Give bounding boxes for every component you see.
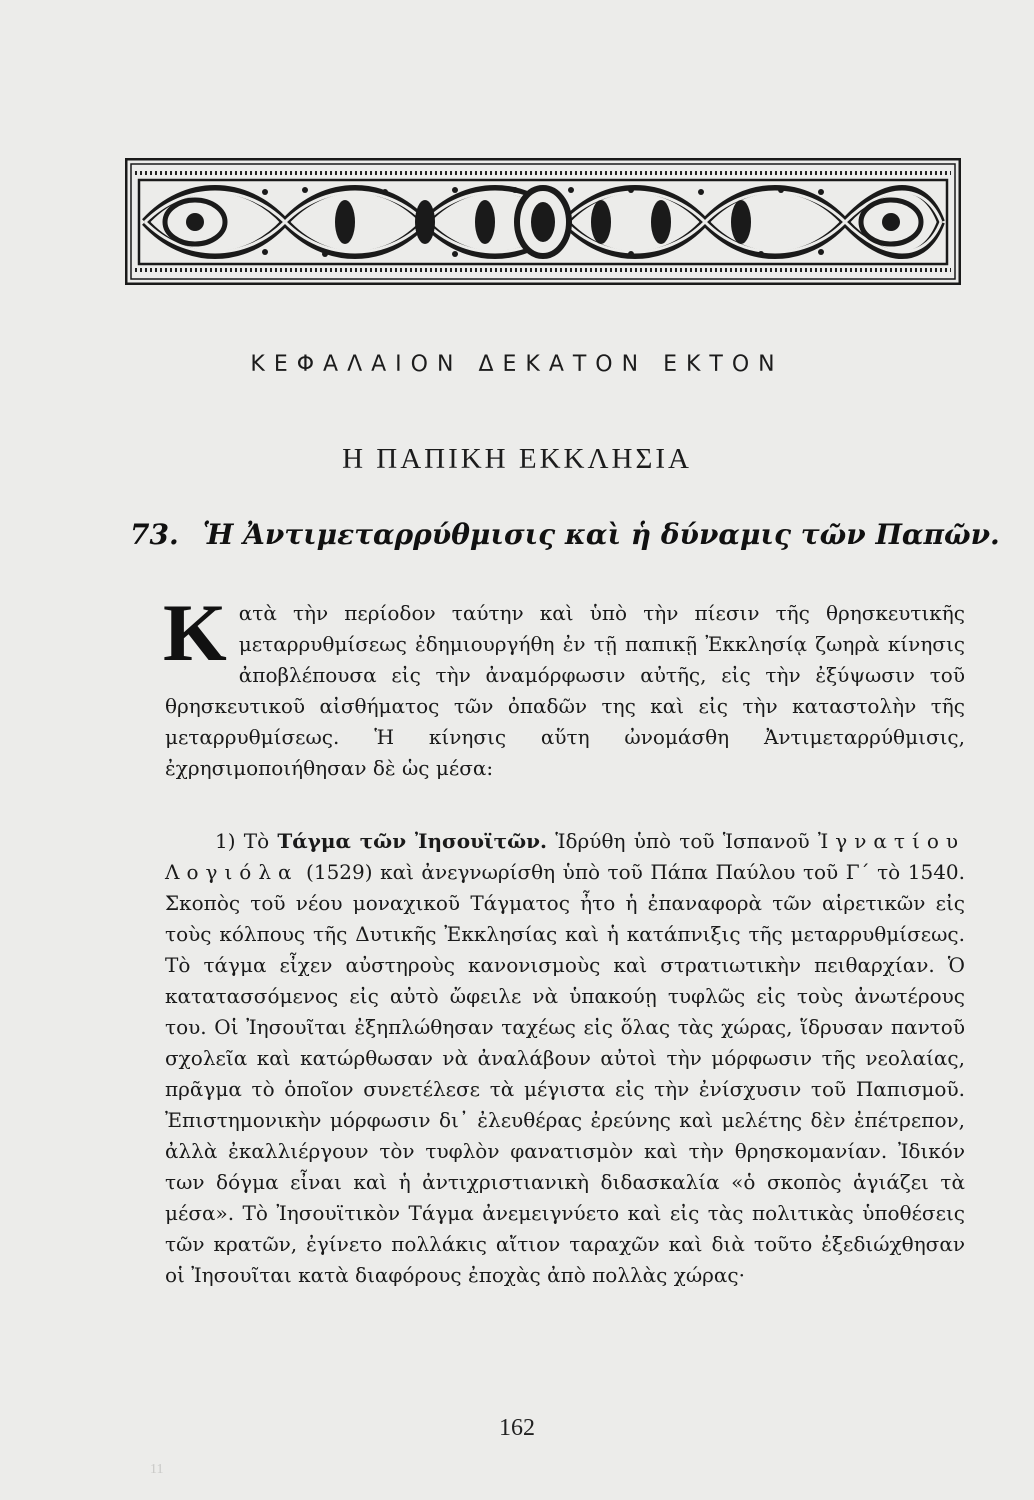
- ornamental-header-band: [125, 158, 961, 285]
- page-number: 162: [499, 1415, 535, 1441]
- section-title: Ἡ Ἀντιμεταρρύθμισις καὶ ἡ δύναμις τῶν Παπῶν.: [202, 518, 1000, 551]
- paragraph-jesuits-text-a: Ἱδρύθη ὑπὸ τοῦ Ἱσπανοῦ: [555, 829, 810, 853]
- section-heading: [130, 518, 1000, 551]
- paragraph-jesuits: [165, 826, 965, 1291]
- paragraph-intro-text: ατὰ τὴν περίοδον ταύτην καὶ ὑπὸ τὴν πίεσιν τῆς θρησκευτικῆς μεταρρυθμίσεως ἐδημιουργήθη ἐν τῇ παπικῇ Ἐκκλησίᾳ ζωηρὰ κίνησις ἀποβλέπουσα εἰς τὴν ἀναμόρφωσιν αὐτῆς, εἰς τὴν ἐξύψωσιν τοῦ θρησκευτικοῦ αἰσθήματος τῶν ὀπαδῶν της καὶ εἰς τὴν καταστολὴν τῆς μεταρρυθμίσεως. Ἡ κίνησις αὕτη ὠνομάσθη Ἀντιμεταρρύθμισις, ἐχρησιμοποιήθησαν δὲ ὡς μέσα:: [165, 601, 965, 780]
- corner-mark: 11: [150, 1462, 164, 1477]
- founder-name: Ἰγνατίου Λογιόλα: [165, 829, 966, 884]
- paragraph-intro: [163, 587, 965, 784]
- list-item-lead: 1) Τὸ: [215, 829, 270, 853]
- chapter-label: ΚΕΦΑΛΑΙΟΝ ΔΕΚΑΤΟΝ ΕΚΤΟΝ: [250, 352, 784, 377]
- drop-cap: Κ: [163, 587, 227, 678]
- jesuit-order-heading: Τάγμα τῶν Ἰησουϊτῶν.: [277, 829, 548, 853]
- paragraph-jesuits-text-b: (1529) καὶ ἀνεγνωρίσθη ὑπὸ τοῦ Πάπα Παύλου τοῦ Γ΄ τὸ 1540. Σκοπὸς τοῦ νέου μοναχικοῦ Τάγματος ἦτο ἡ ἐπαναφορὰ τῶν αἱρετικῶν εἰς τοὺς κόλπους τῆς Δυτικῆς Ἐκκλησίας καὶ ἡ κατάπνιξις τῆς μεταρρυθμίσεως. Τὸ τάγμα εἶχεν αὐστηροὺς κανονισμοὺς καὶ στρατιωτικὴν πειθαρχίαν. Ὁ κατατασσόμενος εἰς αὐτὸ ὤφειλε νὰ ὑπακούῃ τυφλῶς εἰς τοὺς ἀνωτέρους του. Οἱ Ἰησουῖται ἐξηπλώθησαν ταχέως εἰς ὅλας τὰς χώρας, ἵδρυσαν παντοῦ σχολεῖα καὶ κατώρθωσαν νὰ ἀναλάβουν αὐτοὶ τὴν μόρφωσιν τῆς νεολαίας, πρᾶγμα τὸ ὁποῖον συνετέλεσε τὰ μέγιστα εἰς τὴν ἐνίσχυσιν τοῦ Παπισμοῦ. Ἐπιστημονικὴν μόρφωσιν δι᾿ ἐλευθέρας ἐρεύνης καὶ μελέτης δὲν ἐπέτρεπον, ἀλλὰ ἐκαλλιέργουν τὸν τυφλὸν φανατισμὸν καὶ τὴν θρησκομανίαν. Ἰδικόν των δόγμα εἶναι καὶ ἡ ἀντιχριστιανικὴ διδασκαλία «ὁ σκοπὸς ἁγιάζει τὰ μέσα». Τὸ Ἰησουϊτικὸν Τάγμα ἀνεμειγνύετο καὶ εἰς τὰς πολιτικὰς ὑποθέσεις τῶν κρατῶν, ἐγίνετο πολλάκις αἴτιον ταραχῶν καὶ διὰ τοῦτο ἐξεδιώχθησαν οἱ Ἰησουῖται κατὰ διαφόρους ἐποχὰς ἀπὸ πολλὰς χώρας·: [165, 860, 966, 1287]
- chapter-title: Η ΠΑΠΙΚΗ ΕΚΚΛΗΣΙΑ: [342, 443, 692, 475]
- section-number: 73.: [130, 518, 179, 551]
